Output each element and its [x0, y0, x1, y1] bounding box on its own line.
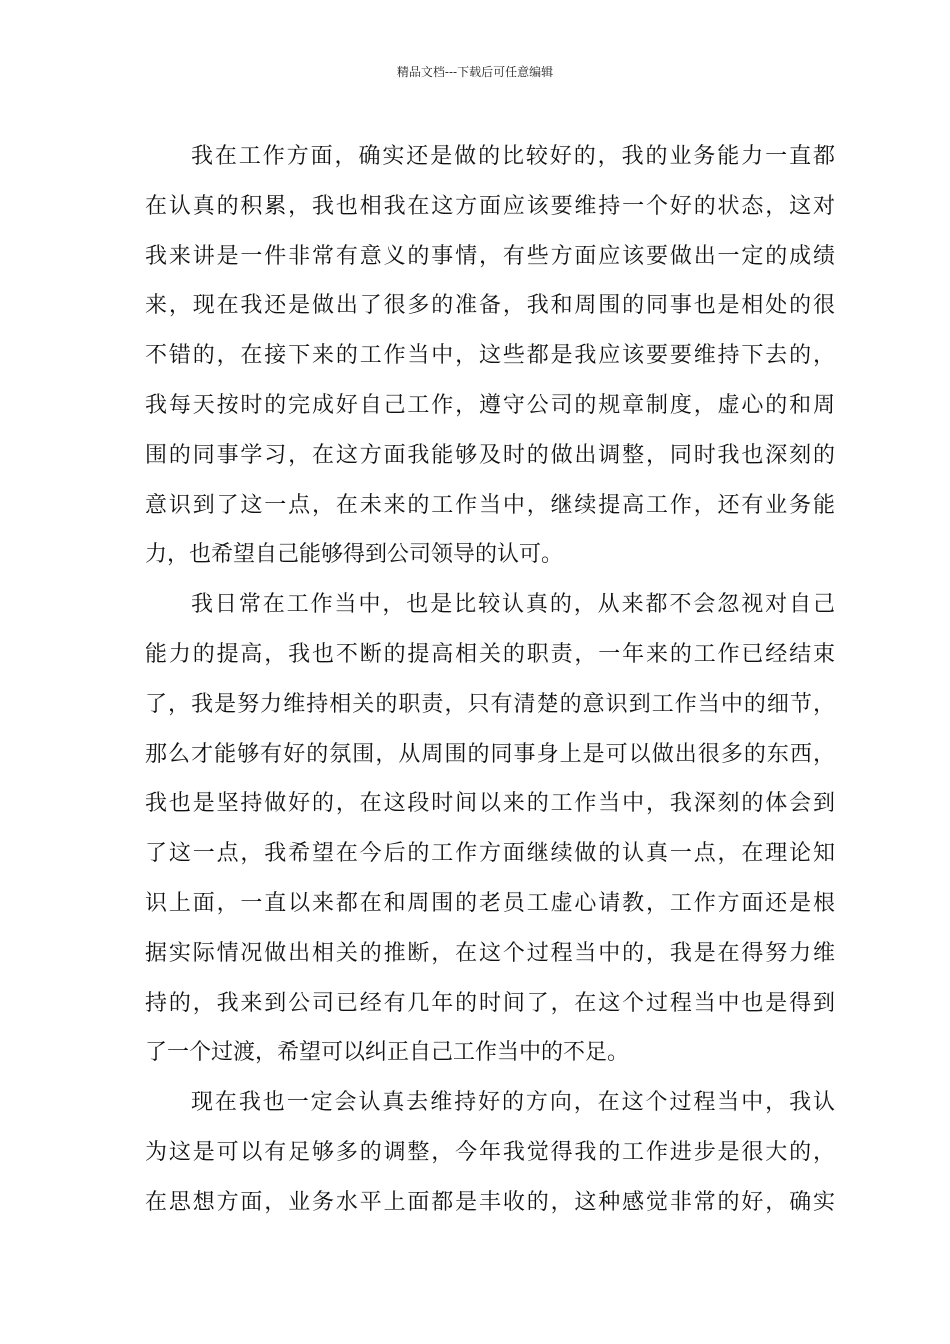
- text-line: 意识到了这一点，在未来的工作当中，继续提高工作，还有业务能: [145, 492, 835, 518]
- text-line: 为这是可以有足够多的调整，今年我觉得我的工作进步是很大的，: [145, 1139, 835, 1165]
- text-line: 现在我也一定会认真去维持好的方向，在这个过程当中，我认: [191, 1090, 835, 1116]
- text-line: 持的，我来到公司已经有几年的时间了，在这个过程当中也是得到: [145, 990, 835, 1016]
- page-header: 精品文档---下载后可任意编辑: [396, 65, 554, 79]
- text-line: 据实际情况做出相关的推断，在这个过程当中的，我是在得努力维: [145, 940, 835, 966]
- text-line: 了，我是努力维持相关的职责，只有清楚的意识到工作当中的细节，: [145, 691, 835, 717]
- text-line: 识上面，一直以来都在和周围的老员工虚心请教，工作方面还是根: [145, 890, 835, 916]
- text-line: 能力的提高，我也不断的提高相关的职责，一年来的工作已经结束: [145, 641, 835, 667]
- text-line: 在认真的积累，我也相我在这方面应该要维持一个好的状态，这对: [145, 193, 835, 219]
- paragraph-1: [145, 132, 835, 580]
- text-line: 在思想方面，业务水平上面都是丰收的，这种感觉非常的好，确实: [145, 1189, 835, 1215]
- text-line: 我日常在工作当中，也是比较认真的，从来都不会忽视对自己: [191, 592, 835, 618]
- text-line: 我也是坚持做好的，在这段时间以来的工作当中，我深刻的体会到: [145, 791, 835, 817]
- paragraph-3: [145, 1078, 835, 1227]
- document-body: [145, 132, 835, 1228]
- text-line: 不错的，在接下来的工作当中，这些都是我应该要要维持下去的，: [145, 343, 835, 369]
- text-line: 那么才能够有好的氛围，从周围的同事身上是可以做出很多的东西，: [145, 741, 835, 767]
- text-line: 了一个过渡，希望可以纠正自己工作当中的不足。: [145, 1040, 630, 1066]
- text-line: 围的同事学习，在这方面我能够及时的做出调整，同时我也深刻的: [145, 442, 835, 468]
- text-line: 我每天按时的完成好自己工作，遵守公司的规章制度，虚心的和周: [145, 392, 835, 418]
- paragraph-2: [145, 580, 835, 1078]
- text-line: 我在工作方面，确实还是做的比较好的，我的业务能力一直都: [191, 144, 835, 169]
- text-line: 来，现在我还是做出了很多的准备，我和周围的同事也是相处的很: [145, 293, 835, 319]
- text-line: 我来讲是一件非常有意义的事情，有些方面应该要做出一定的成绩: [145, 243, 835, 269]
- text-line: 力，也希望自己能够得到公司领导的认可。: [145, 542, 564, 568]
- text-line: 了这一点，我希望在今后的工作方面继续做的认真一点，在理论知: [145, 841, 835, 867]
